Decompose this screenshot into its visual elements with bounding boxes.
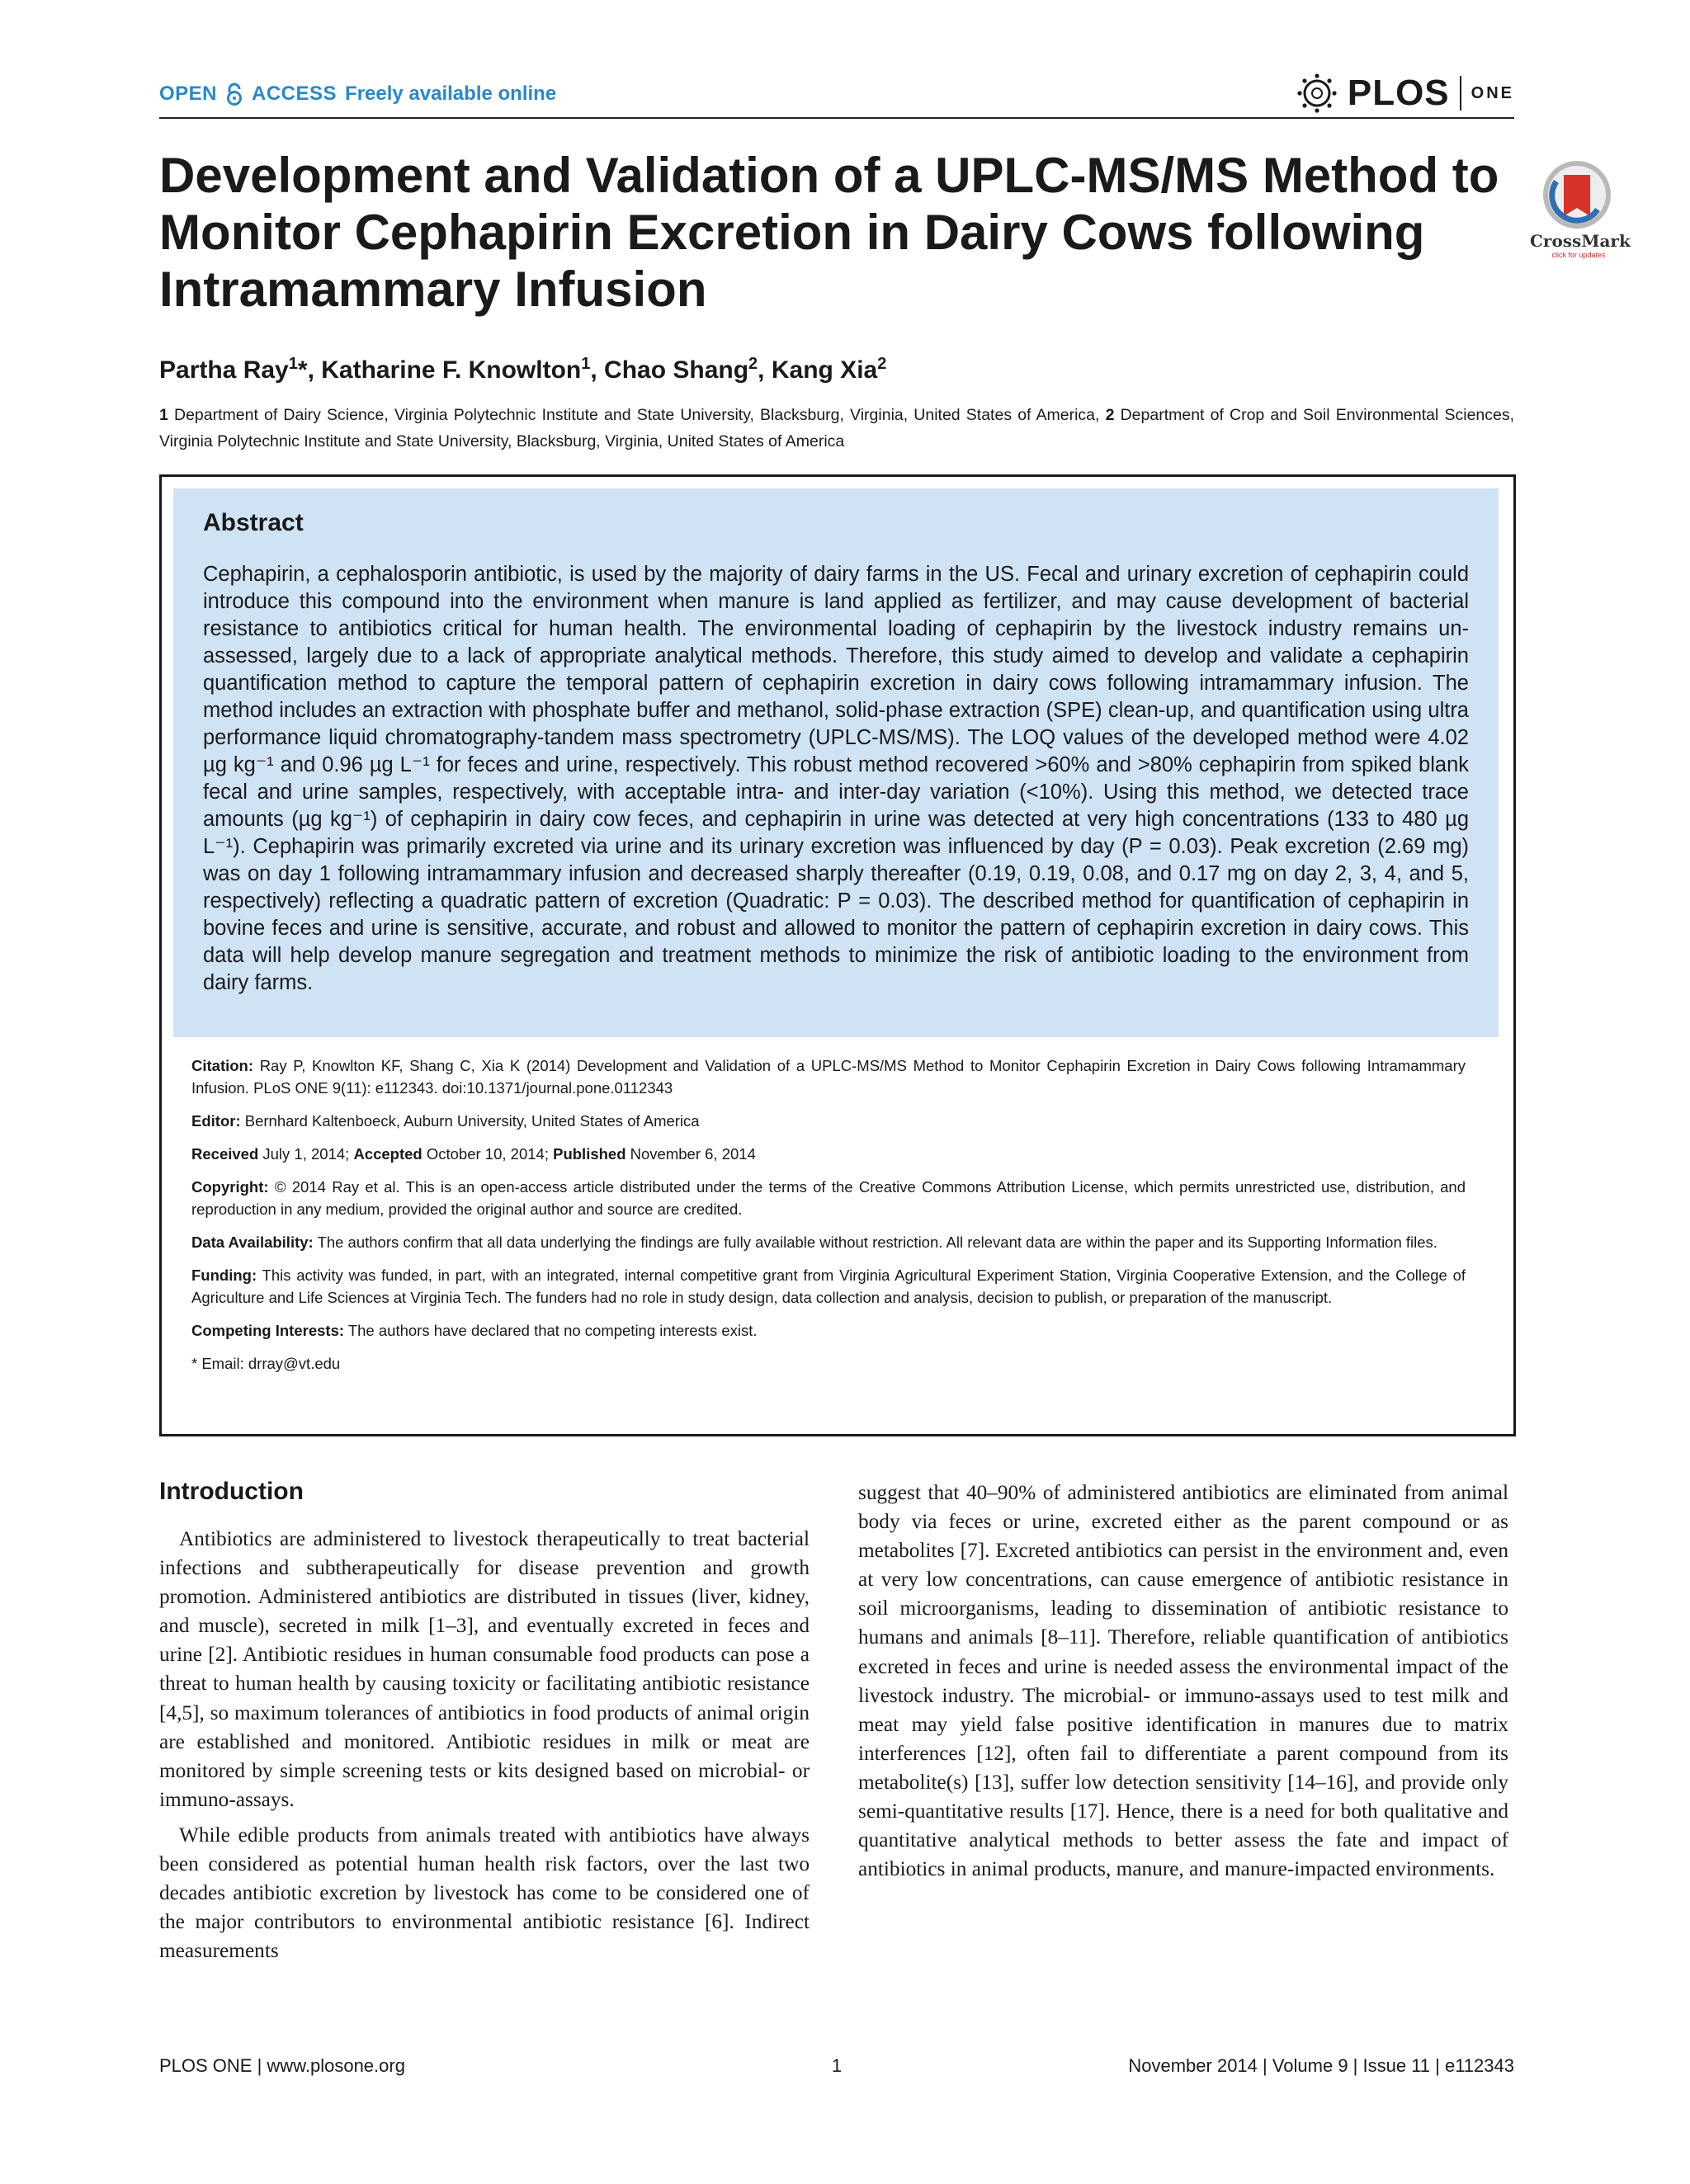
affiliations <box>159 402 1514 455</box>
header-rule <box>159 117 1514 119</box>
affiliation-marker: 1 <box>288 355 298 373</box>
plos-wordmark: PLOS <box>1347 73 1450 113</box>
corresponding-marker: * <box>297 356 308 384</box>
received-label: Received <box>191 1145 259 1163</box>
dates-line <box>191 1143 1466 1165</box>
plos-one-logo <box>1296 73 1514 114</box>
page-footer <box>159 2055 1514 2082</box>
email-line[interactable]: * Email: drray@vt.edu <box>191 1355 341 1372</box>
data-availability-text: The authors confirm that all data underlying the findings are fully available without restriction. All relevant data are within the paper and its Supporting Information files. <box>317 1234 1437 1251</box>
footer-issue: November 2014 | Volume 9 | Issue 11 | e112343 <box>1128 2055 1514 2076</box>
author-list <box>159 355 886 384</box>
citation-label: Citation: <box>191 1057 254 1074</box>
received-date: July 1, 2014; <box>262 1145 350 1163</box>
author-name: Chao Shang <box>604 356 749 384</box>
affiliation-number: 2 <box>1105 406 1115 424</box>
affiliation-marker: 2 <box>877 355 887 373</box>
editor-line <box>191 1110 1466 1132</box>
abstract-text: Cephapirin, a cephalosporin antibiotic, is used by the majority of dairy farms in the US. Fecal and urinary excretion of cephapirin could introduce this compound into the environment when manure is land applied as fertilizer, and may cause development of bacterial resistance to antibiotics critical for human health. The environmental loading of cephapirin by the livestock industry remains un-assessed, largely due to a lack of appropriate analytical methods. Therefore, this study aimed to develop and validate a cephapirin quantification method to capture the temporal pattern of cephapirin excretion in dairy cows following intramammary infusion. The method includes an extraction with phosphate buffer and methanol, solid-phase extraction (SPE) clean-up, and quantification using ultra performance liquid chromatography-tandem mass spectrometry (UPLC-MS/MS). The LOQ values of the developed method were 4.02 µg kg⁻¹ and 0.96 µg L⁻¹ for feces and urine, respectively. This robust method recovered >60% and >80% cephapirin from spiked blank fecal and urine samples, respectively, with acceptable intra- and inter-day variation (<10%). Using this method, we detected trace amounts (µg kg⁻¹) of cephapirin in dairy cow feces, and cephapirin in urine was detected at very high concentrations (133 to 480 µg L⁻¹). Cephapirin was primarily excreted via urine and its urinary excretion was influenced by day (P = 0.03). Peak excretion (2.69 mg) was on day 1 following intramammary infusion and decreased sharply thereafter (0.19, 0.19, 0.08, and 0.17 mg on day 2, 3, 4, and 5, respectively) reflecting a quadratic pattern of excretion (Quadratic: P = 0.03). The described method for quantification of cephapirin in bovine feces and urine is sensitive, accurate, and robust and allowed to monitor the pattern of cephapirin excretion in dairy cows. This data will help develop manure segregation and treatment methods to minimize the risk of antibiotic loading to the environment from dairy farms. <box>203 563 1469 994</box>
footer-journal: PLOS ONE | www.plosone.org <box>159 2055 405 2076</box>
copyright-label: Copyright: <box>191 1178 269 1196</box>
body-column-right <box>858 1479 1508 1884</box>
open-lock-icon <box>225 83 243 106</box>
competing-interests-line <box>191 1319 1466 1342</box>
funding-label: Funding: <box>191 1267 257 1284</box>
freely-available-label: Freely available online <box>345 83 557 105</box>
author-separator: , <box>758 356 772 384</box>
body-column-left <box>159 1477 810 1965</box>
abstract-heading: Abstract <box>203 509 304 536</box>
accepted-label: Accepted <box>353 1145 422 1163</box>
affiliation-marker: 1 <box>581 355 591 373</box>
article-title: Development and Validation of a UPLC-MS/MS Method to Monitor Cephapirin Excretion in Dairy Cows following Intramammary Infusion <box>159 148 1499 317</box>
copyright-line <box>191 1176 1466 1220</box>
affiliation-text: Department of Dairy Science, Virginia Polytechnic Institute and State University, Blacksburg, Virginia, United States of America, <box>174 406 1100 424</box>
open-access-right: ACCESS <box>252 83 338 105</box>
crossmark-label[interactable]: CrossMark <box>1530 231 1631 251</box>
abstract-box <box>159 474 1516 1436</box>
author-name: Partha Ray <box>159 356 289 384</box>
body-paragraph: suggest that 40–90% of administered antibiotics are eliminated from animal body via feces or urine, excreted either as the parent compound or as metabolites [7]. Excreted antibiotics can persist in the environment and, even at very low concentrations, can cause emergence of antibiotic resistance in soil microorganisms, leading to dissemination of antibiotic resistance to humans and animals [8–11]. Therefore, reliable quantification of antibiotics excreted in feces and urine is needed assess the environmental impact of the livestock industry. The microbial- or immuno-assays used to test milk and meat may yield false positive identification in manures due to matrix interferences [12], often fail to differentiate a parent compound from its metabolite(s) [13], suffer low detection sensitivity [14–16], and provide only semi-quantitative results [17]. Hence, there is a need for both qualitative and quantitative analytical methods to better assess the fate and impact of antibiotics in animal products, manure, and manure-impacted environments. <box>858 1481 1508 1881</box>
body-paragraph: While edible products from animals treated with antibiotics have always been considered as potential human health risk factors, over the last two decades antibiotic excretion by livestock has come to be considered one of the major contributors to environmental antibiotic resistance [6]. Indirect measurements <box>159 1823 810 1963</box>
published-date: November 6, 2014 <box>630 1145 756 1163</box>
affiliation-text: Department of Crop and Soil Environmental Sciences, Virginia Polytechnic Institute and State University, Blacksburg, Virginia, United States of America <box>159 406 1515 450</box>
data-availability-label: Data Availability: <box>191 1234 314 1251</box>
competing-interests-text: The authors have declared that no competing interests exist. <box>347 1322 758 1339</box>
crossmark-sublabel[interactable]: click for updates <box>1551 251 1606 259</box>
plos-emblem-icon <box>1296 73 1338 114</box>
affiliation-number: 1 <box>159 406 168 424</box>
one-wordmark: ONE <box>1470 83 1514 102</box>
author-separator: , <box>590 356 605 384</box>
funding-line <box>191 1264 1466 1309</box>
author-name: Kang Xia <box>771 356 878 384</box>
body-paragraph: Antibiotics are administered to livestock therapeutically to treat bacterial infections and subtherapeutically for disease prevention and growth promotion. Administered antibiotics are distributed in tissues (liver, kidney, and muscle), secreted in milk [1–3], and eventually excreted in feces and urine [2]. Antibiotic residues in human consumable food products can pose a threat to human health by causing toxicity or facilitating antibiotic resistance [4,5], so maximum tolerances of antibiotics in food products of animal origin are established and monitored. Antibiotic residues in milk or meat are monitored by simple screening tests or kits designed based on microbial- or immuno-assays. <box>159 1527 810 1811</box>
citation-text: Ray P, Knowlton KF, Shang C, Xia K (2014) Development and Validation of a UPLC-MS/MS Method to Monitor Cephapirin Excretion in Dairy Cows following Intramammary Infusion. PLoS ONE 9(11): e112343. doi:10.1371/journal.pone.0112343 <box>191 1057 1466 1097</box>
funding-text: This activity was funded, in part, with an integrated, internal competitive grant from Virginia Agricultural Experiment Station, Virginia Cooperative Extension, and the College of Agriculture and Life Sciences at Virginia Tech. The funders had no role in study design, data collection and analysis, decision to publish, or preparation of the manuscript. <box>191 1267 1466 1306</box>
copyright-text: © 2014 Ray et al. This is an open-access article distributed under the terms of the Creative Commons Attribution License, which permits unrestricted use, distribution, and reproduction in any medium, provided the original author and source are credited. <box>191 1178 1466 1218</box>
author-separator: , <box>307 356 322 384</box>
page-number: 1 <box>831 2055 843 2076</box>
citation-line <box>191 1054 1466 1099</box>
affiliation-marker: 2 <box>748 355 758 373</box>
accepted-date: October 10, 2014; <box>426 1145 549 1163</box>
author-name: Katharine F. Knowlton <box>321 356 582 384</box>
logo-divider <box>1460 76 1461 111</box>
editor-text: Bernhard Kaltenboeck, Auburn University, United States of America <box>244 1112 700 1130</box>
data-availability-line <box>191 1231 1466 1253</box>
open-access-banner <box>159 83 556 106</box>
editor-label: Editor: <box>191 1112 241 1130</box>
article-metadata <box>191 1054 1466 1385</box>
competing-interests-label: Competing Interests: <box>191 1322 345 1339</box>
published-label: Published <box>553 1145 626 1163</box>
journal-header <box>159 73 1514 116</box>
introduction-heading: Introduction <box>159 1478 304 1505</box>
abstract-panel <box>173 488 1499 1037</box>
open-access-left: OPEN <box>159 83 218 105</box>
